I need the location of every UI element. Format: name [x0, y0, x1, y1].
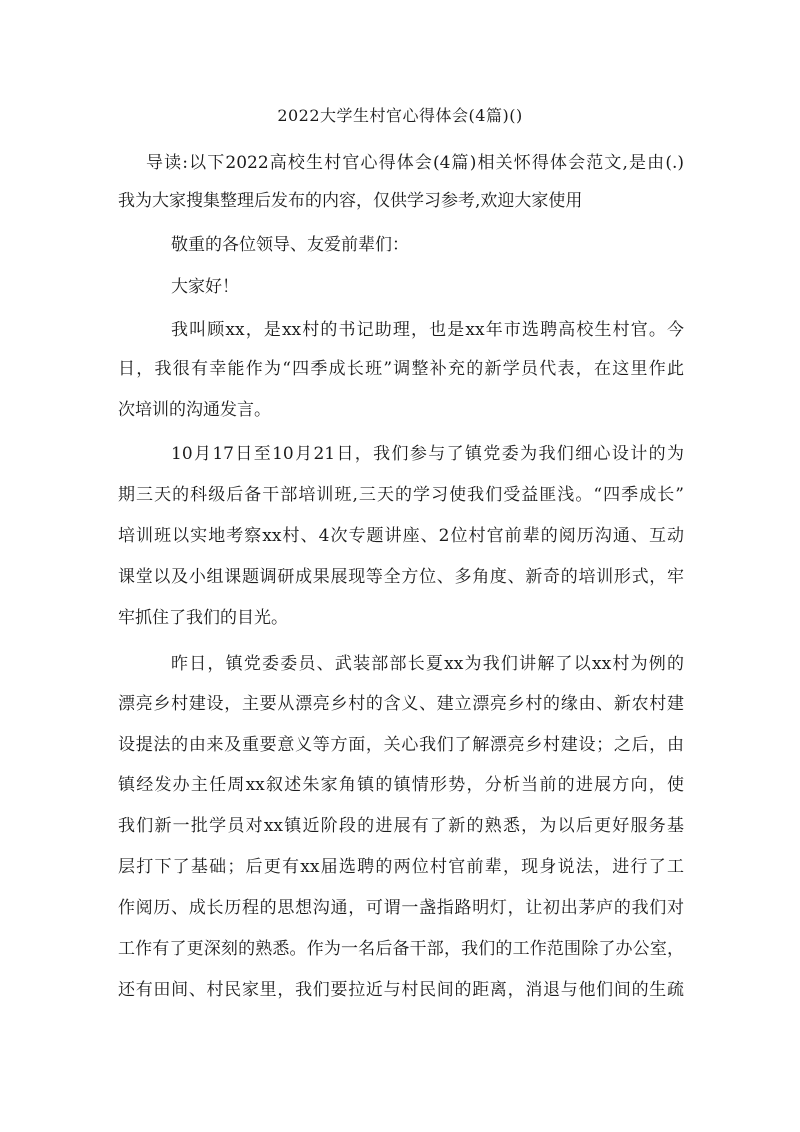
document-title: 2022大学生村官心得体会(4篇)() [277, 106, 523, 125]
paragraph-line: 课堂以及小组课题调研成果展现等全方位、多角度、新奇的培训形式，牢 [118, 567, 684, 587]
paragraph-line: 昨日，镇党委委员、武装部部长夏xx为我们讲解了以xx村为例的 [171, 654, 684, 674]
paragraph-line: 培训班以实地考察xx村、4次专题讲座、2位村官前辈的阅历沟通、互动 [118, 526, 684, 546]
paragraph-line: 还有田间、村民家里，我们要拉近与村民间的距离，消退与他们间的生疏 [118, 980, 684, 1000]
paragraph-line: 我叫顾xx，是xx村的书记助理，也是xx年市选聘高校生村官。今 [171, 320, 684, 340]
intro-line-1: 导读:以下2022高校生村官心得体会(4篇)相关怀得体会范文,是由(.) [146, 153, 684, 173]
paragraph-line: 漂亮乡村建设，主要从漂亮乡村的含义、建立漂亮乡村的缘由、新农村建 [118, 694, 684, 714]
salutation-line: 敬重的各位领导、友爱前辈们： [171, 235, 409, 255]
paragraph-line: 牢抓住了我们的目光。 [118, 608, 288, 628]
paragraph-line: 我们新一批学员对xx镇近阶段的进展有了新的熟悉，为以后更好服务基 [118, 816, 684, 836]
paragraph-line: 作阅历、成长历程的思想沟通，可谓一盏指路明灯，让初出茅庐的我们对 [118, 898, 684, 918]
paragraph-line: 10月17日至10月21日，我们参与了镇党委为我们细心设计的为 [171, 444, 684, 464]
paragraph-line: 日，我很有幸能作为“四季成长班”调整补充的新学员代表，在这里作此 [118, 359, 684, 379]
paragraph-line: 次培训的沟通发言。 [118, 400, 271, 420]
paragraph-line: 镇经发办主任周xx叙述朱家角镇的镇情形势，分析当前的进展方向，使 [118, 775, 684, 795]
paragraph-line: 期三天的科级后备干部培训班,三天的学习使我们受益匪浅。“四季成长” [118, 485, 684, 505]
greeting-line: 大家好！ [171, 277, 239, 297]
paragraph-line: 层打下了基础；后更有xx届选聘的两位村官前辈，现身说法，进行了工 [118, 857, 684, 877]
intro-line-2: 我为大家搜集整理后发布的内容，仅供学习参考,欢迎大家使用 [118, 191, 583, 211]
paragraph-line: 工作有了更深刻的熟悉。作为一名后备干部，我们的工作范围除了办公室， [118, 939, 684, 959]
paragraph-line: 设提法的由来及重要意义等方面，关心我们了解漂亮乡村建设；之后，由 [118, 735, 684, 755]
